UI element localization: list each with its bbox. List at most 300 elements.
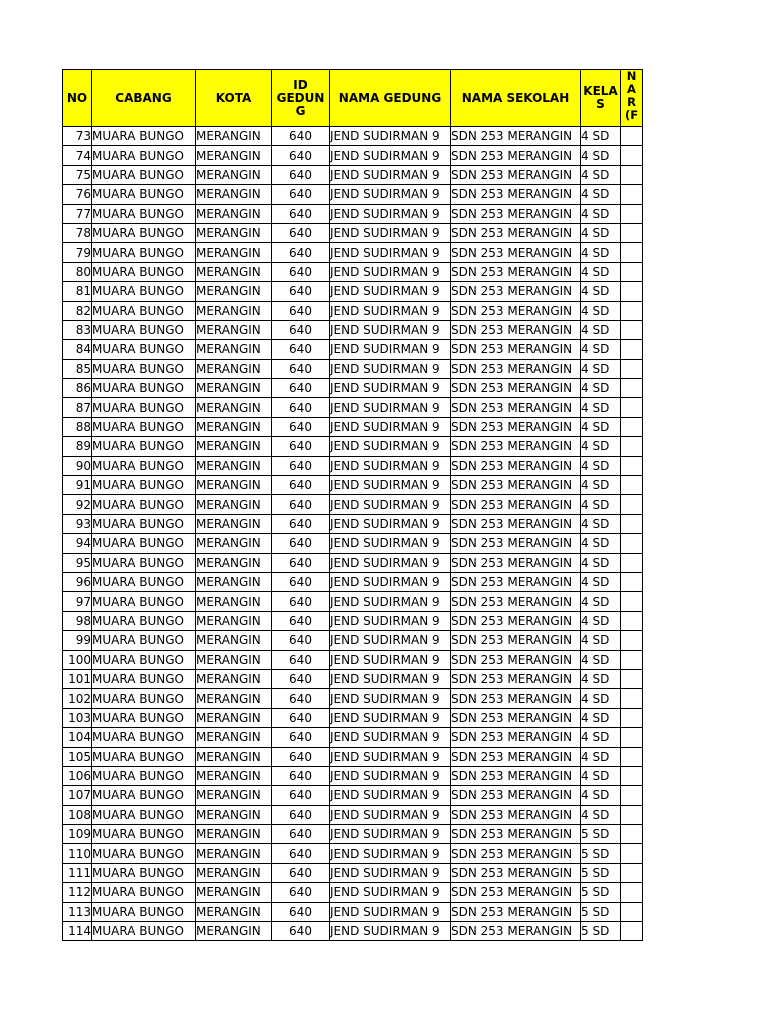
cell-kota[interactable]: MERANGIN bbox=[196, 456, 272, 475]
cell-no[interactable]: 107 bbox=[63, 786, 92, 805]
cell-id-gedung[interactable]: 640 bbox=[272, 243, 330, 262]
cell-id-gedung[interactable]: 640 bbox=[272, 417, 330, 436]
cell-nar[interactable] bbox=[621, 359, 643, 378]
cell-nama-gedung[interactable]: JEND SUDIRMAN 9 bbox=[330, 379, 451, 398]
cell-nama-sekolah[interactable]: SDN 253 MERANGIN bbox=[451, 262, 581, 281]
cell-nar[interactable] bbox=[621, 728, 643, 747]
cell-nar[interactable] bbox=[621, 534, 643, 553]
cell-nar[interactable] bbox=[621, 127, 643, 146]
cell-nama-sekolah[interactable]: SDN 253 MERANGIN bbox=[451, 708, 581, 727]
cell-nama-sekolah[interactable]: SDN 253 MERANGIN bbox=[451, 476, 581, 495]
cell-no[interactable]: 102 bbox=[63, 689, 92, 708]
cell-nar[interactable] bbox=[621, 165, 643, 184]
cell-nar[interactable] bbox=[621, 553, 643, 572]
cell-kota[interactable]: MERANGIN bbox=[196, 243, 272, 262]
cell-nama-gedung[interactable]: JEND SUDIRMAN 9 bbox=[330, 262, 451, 281]
cell-kelas[interactable]: 4 SD bbox=[581, 165, 621, 184]
header-no[interactable]: NO bbox=[63, 70, 92, 127]
cell-cabang[interactable]: MUARA BUNGO bbox=[92, 359, 196, 378]
cell-id-gedung[interactable]: 640 bbox=[272, 611, 330, 630]
cell-id-gedung[interactable]: 640 bbox=[272, 805, 330, 824]
cell-id-gedung[interactable]: 640 bbox=[272, 204, 330, 223]
cell-id-gedung[interactable]: 640 bbox=[272, 669, 330, 688]
cell-nama-sekolah[interactable]: SDN 253 MERANGIN bbox=[451, 185, 581, 204]
cell-nama-gedung[interactable]: JEND SUDIRMAN 9 bbox=[330, 902, 451, 921]
cell-kelas[interactable]: 4 SD bbox=[581, 185, 621, 204]
cell-nama-sekolah[interactable]: SDN 253 MERANGIN bbox=[451, 805, 581, 824]
cell-nar[interactable] bbox=[621, 863, 643, 882]
cell-kelas[interactable]: 5 SD bbox=[581, 902, 621, 921]
cell-nama-gedung[interactable]: JEND SUDIRMAN 9 bbox=[330, 883, 451, 902]
cell-id-gedung[interactable]: 640 bbox=[272, 340, 330, 359]
cell-id-gedung[interactable]: 640 bbox=[272, 165, 330, 184]
cell-nama-sekolah[interactable]: SDN 253 MERANGIN bbox=[451, 786, 581, 805]
cell-nar[interactable] bbox=[621, 902, 643, 921]
cell-cabang[interactable]: MUARA BUNGO bbox=[92, 689, 196, 708]
cell-nama-gedung[interactable]: JEND SUDIRMAN 9 bbox=[330, 766, 451, 785]
cell-kota[interactable]: MERANGIN bbox=[196, 553, 272, 572]
cell-nama-sekolah[interactable]: SDN 253 MERANGIN bbox=[451, 456, 581, 475]
cell-cabang[interactable]: MUARA BUNGO bbox=[92, 185, 196, 204]
cell-nama-gedung[interactable]: JEND SUDIRMAN 9 bbox=[330, 495, 451, 514]
cell-kelas[interactable]: 4 SD bbox=[581, 728, 621, 747]
cell-kota[interactable]: MERANGIN bbox=[196, 204, 272, 223]
cell-nama-gedung[interactable]: JEND SUDIRMAN 9 bbox=[330, 844, 451, 863]
cell-no[interactable]: 84 bbox=[63, 340, 92, 359]
cell-kelas[interactable]: 5 SD bbox=[581, 844, 621, 863]
cell-kelas[interactable]: 4 SD bbox=[581, 379, 621, 398]
cell-id-gedung[interactable]: 640 bbox=[272, 902, 330, 921]
cell-nama-gedung[interactable]: JEND SUDIRMAN 9 bbox=[330, 437, 451, 456]
cell-nama-sekolah[interactable]: SDN 253 MERANGIN bbox=[451, 572, 581, 591]
cell-cabang[interactable]: MUARA BUNGO bbox=[92, 631, 196, 650]
cell-kota[interactable]: MERANGIN bbox=[196, 262, 272, 281]
cell-cabang[interactable]: MUARA BUNGO bbox=[92, 262, 196, 281]
cell-cabang[interactable]: MUARA BUNGO bbox=[92, 495, 196, 514]
cell-nama-sekolah[interactable]: SDN 253 MERANGIN bbox=[451, 398, 581, 417]
cell-kota[interactable]: MERANGIN bbox=[196, 689, 272, 708]
cell-kelas[interactable]: 4 SD bbox=[581, 320, 621, 339]
cell-nama-gedung[interactable]: JEND SUDIRMAN 9 bbox=[330, 417, 451, 436]
cell-kelas[interactable]: 4 SD bbox=[581, 495, 621, 514]
cell-id-gedung[interactable]: 640 bbox=[272, 223, 330, 242]
cell-nama-sekolah[interactable]: SDN 253 MERANGIN bbox=[451, 631, 581, 650]
cell-nama-sekolah[interactable]: SDN 253 MERANGIN bbox=[451, 592, 581, 611]
cell-id-gedung[interactable]: 640 bbox=[272, 650, 330, 669]
cell-cabang[interactable]: MUARA BUNGO bbox=[92, 669, 196, 688]
cell-nar[interactable] bbox=[621, 669, 643, 688]
cell-kota[interactable]: MERANGIN bbox=[196, 747, 272, 766]
cell-cabang[interactable]: MUARA BUNGO bbox=[92, 320, 196, 339]
cell-cabang[interactable]: MUARA BUNGO bbox=[92, 146, 196, 165]
cell-id-gedung[interactable]: 640 bbox=[272, 689, 330, 708]
cell-cabang[interactable]: MUARA BUNGO bbox=[92, 902, 196, 921]
cell-nar[interactable] bbox=[621, 243, 643, 262]
cell-no[interactable]: 81 bbox=[63, 282, 92, 301]
cell-nama-gedung[interactable]: JEND SUDIRMAN 9 bbox=[330, 631, 451, 650]
cell-nama-sekolah[interactable]: SDN 253 MERANGIN bbox=[451, 553, 581, 572]
cell-kelas[interactable]: 5 SD bbox=[581, 922, 621, 941]
cell-kota[interactable]: MERANGIN bbox=[196, 825, 272, 844]
cell-kota[interactable]: MERANGIN bbox=[196, 650, 272, 669]
cell-id-gedung[interactable]: 640 bbox=[272, 631, 330, 650]
cell-nar[interactable] bbox=[621, 747, 643, 766]
cell-kota[interactable]: MERANGIN bbox=[196, 379, 272, 398]
cell-kelas[interactable]: 4 SD bbox=[581, 766, 621, 785]
cell-kelas[interactable]: 4 SD bbox=[581, 669, 621, 688]
cell-no[interactable]: 79 bbox=[63, 243, 92, 262]
cell-kelas[interactable]: 4 SD bbox=[581, 417, 621, 436]
cell-nar[interactable] bbox=[621, 514, 643, 533]
header-cabang[interactable]: CABANG bbox=[92, 70, 196, 127]
cell-nama-sekolah[interactable]: SDN 253 MERANGIN bbox=[451, 417, 581, 436]
cell-nama-gedung[interactable]: JEND SUDIRMAN 9 bbox=[330, 592, 451, 611]
cell-nama-gedung[interactable]: JEND SUDIRMAN 9 bbox=[330, 340, 451, 359]
cell-no[interactable]: 85 bbox=[63, 359, 92, 378]
cell-nama-gedung[interactable]: JEND SUDIRMAN 9 bbox=[330, 534, 451, 553]
cell-kelas[interactable]: 4 SD bbox=[581, 456, 621, 475]
cell-nar[interactable] bbox=[621, 223, 643, 242]
cell-nar[interactable] bbox=[621, 456, 643, 475]
cell-kelas[interactable]: 4 SD bbox=[581, 359, 621, 378]
cell-no[interactable]: 75 bbox=[63, 165, 92, 184]
cell-nama-gedung[interactable]: JEND SUDIRMAN 9 bbox=[330, 747, 451, 766]
cell-kota[interactable]: MERANGIN bbox=[196, 883, 272, 902]
cell-no[interactable]: 100 bbox=[63, 650, 92, 669]
cell-id-gedung[interactable]: 640 bbox=[272, 476, 330, 495]
cell-id-gedung[interactable]: 640 bbox=[272, 747, 330, 766]
cell-nama-gedung[interactable]: JEND SUDIRMAN 9 bbox=[330, 301, 451, 320]
cell-kelas[interactable]: 4 SD bbox=[581, 514, 621, 533]
cell-id-gedung[interactable]: 640 bbox=[272, 786, 330, 805]
cell-kota[interactable]: MERANGIN bbox=[196, 592, 272, 611]
cell-kota[interactable]: MERANGIN bbox=[196, 282, 272, 301]
cell-nama-gedung[interactable]: JEND SUDIRMAN 9 bbox=[330, 185, 451, 204]
cell-cabang[interactable]: MUARA BUNGO bbox=[92, 301, 196, 320]
cell-cabang[interactable]: MUARA BUNGO bbox=[92, 592, 196, 611]
cell-kota[interactable]: MERANGIN bbox=[196, 437, 272, 456]
cell-no[interactable]: 93 bbox=[63, 514, 92, 533]
cell-cabang[interactable]: MUARA BUNGO bbox=[92, 766, 196, 785]
cell-nama-sekolah[interactable]: SDN 253 MERANGIN bbox=[451, 340, 581, 359]
cell-kota[interactable]: MERANGIN bbox=[196, 301, 272, 320]
cell-kelas[interactable]: 4 SD bbox=[581, 262, 621, 281]
cell-nama-gedung[interactable]: JEND SUDIRMAN 9 bbox=[330, 476, 451, 495]
cell-no[interactable]: 105 bbox=[63, 747, 92, 766]
cell-nama-gedung[interactable]: JEND SUDIRMAN 9 bbox=[330, 456, 451, 475]
cell-id-gedung[interactable]: 640 bbox=[272, 301, 330, 320]
cell-no[interactable]: 104 bbox=[63, 728, 92, 747]
cell-nar[interactable] bbox=[621, 301, 643, 320]
cell-cabang[interactable]: MUARA BUNGO bbox=[92, 728, 196, 747]
cell-no[interactable]: 98 bbox=[63, 611, 92, 630]
cell-no[interactable]: 114 bbox=[63, 922, 92, 941]
header-nama-sekolah[interactable]: NAMA SEKOLAH bbox=[451, 70, 581, 127]
cell-kota[interactable]: MERANGIN bbox=[196, 844, 272, 863]
cell-nama-sekolah[interactable]: SDN 253 MERANGIN bbox=[451, 301, 581, 320]
cell-cabang[interactable]: MUARA BUNGO bbox=[92, 611, 196, 630]
cell-no[interactable]: 96 bbox=[63, 572, 92, 591]
cell-id-gedung[interactable]: 640 bbox=[272, 766, 330, 785]
cell-no[interactable]: 78 bbox=[63, 223, 92, 242]
cell-id-gedung[interactable]: 640 bbox=[272, 844, 330, 863]
cell-no[interactable]: 90 bbox=[63, 456, 92, 475]
cell-nama-gedung[interactable]: JEND SUDIRMAN 9 bbox=[330, 165, 451, 184]
cell-nar[interactable] bbox=[621, 883, 643, 902]
cell-kota[interactable]: MERANGIN bbox=[196, 534, 272, 553]
cell-nar[interactable] bbox=[621, 262, 643, 281]
cell-kelas[interactable]: 4 SD bbox=[581, 127, 621, 146]
cell-no[interactable]: 80 bbox=[63, 262, 92, 281]
cell-nama-sekolah[interactable]: SDN 253 MERANGIN bbox=[451, 863, 581, 882]
cell-no[interactable]: 91 bbox=[63, 476, 92, 495]
cell-id-gedung[interactable]: 640 bbox=[272, 922, 330, 941]
cell-nama-sekolah[interactable]: SDN 253 MERANGIN bbox=[451, 611, 581, 630]
cell-id-gedung[interactable]: 640 bbox=[272, 534, 330, 553]
cell-no[interactable]: 113 bbox=[63, 902, 92, 921]
cell-nar[interactable] bbox=[621, 689, 643, 708]
cell-no[interactable]: 97 bbox=[63, 592, 92, 611]
cell-no[interactable]: 110 bbox=[63, 844, 92, 863]
cell-kelas[interactable]: 4 SD bbox=[581, 282, 621, 301]
cell-cabang[interactable]: MUARA BUNGO bbox=[92, 204, 196, 223]
cell-nar[interactable] bbox=[621, 185, 643, 204]
cell-kelas[interactable]: 4 SD bbox=[581, 689, 621, 708]
cell-kelas[interactable]: 4 SD bbox=[581, 747, 621, 766]
cell-kelas[interactable]: 4 SD bbox=[581, 786, 621, 805]
cell-nar[interactable] bbox=[621, 825, 643, 844]
cell-no[interactable]: 76 bbox=[63, 185, 92, 204]
cell-nama-gedung[interactable]: JEND SUDIRMAN 9 bbox=[330, 863, 451, 882]
cell-kota[interactable]: MERANGIN bbox=[196, 902, 272, 921]
cell-cabang[interactable]: MUARA BUNGO bbox=[92, 379, 196, 398]
cell-nama-sekolah[interactable]: SDN 253 MERANGIN bbox=[451, 282, 581, 301]
cell-nar[interactable] bbox=[621, 786, 643, 805]
cell-no[interactable]: 112 bbox=[63, 883, 92, 902]
cell-kota[interactable]: MERANGIN bbox=[196, 631, 272, 650]
cell-kota[interactable]: MERANGIN bbox=[196, 708, 272, 727]
cell-nama-sekolah[interactable]: SDN 253 MERANGIN bbox=[451, 320, 581, 339]
cell-nama-gedung[interactable]: JEND SUDIRMAN 9 bbox=[330, 922, 451, 941]
cell-nama-gedung[interactable]: JEND SUDIRMAN 9 bbox=[330, 204, 451, 223]
cell-id-gedung[interactable]: 640 bbox=[272, 728, 330, 747]
cell-nama-sekolah[interactable]: SDN 253 MERANGIN bbox=[451, 669, 581, 688]
cell-kelas[interactable]: 4 SD bbox=[581, 204, 621, 223]
cell-id-gedung[interactable]: 640 bbox=[272, 127, 330, 146]
cell-kota[interactable]: MERANGIN bbox=[196, 728, 272, 747]
cell-kota[interactable]: MERANGIN bbox=[196, 766, 272, 785]
cell-id-gedung[interactable]: 640 bbox=[272, 825, 330, 844]
cell-id-gedung[interactable]: 640 bbox=[272, 456, 330, 475]
cell-nama-sekolah[interactable]: SDN 253 MERANGIN bbox=[451, 514, 581, 533]
cell-cabang[interactable]: MUARA BUNGO bbox=[92, 282, 196, 301]
cell-kelas[interactable]: 4 SD bbox=[581, 146, 621, 165]
cell-no[interactable]: 89 bbox=[63, 437, 92, 456]
cell-id-gedung[interactable]: 640 bbox=[272, 495, 330, 514]
cell-nama-gedung[interactable]: JEND SUDIRMAN 9 bbox=[330, 708, 451, 727]
cell-no[interactable]: 109 bbox=[63, 825, 92, 844]
cell-kelas[interactable]: 4 SD bbox=[581, 243, 621, 262]
cell-nama-sekolah[interactable]: SDN 253 MERANGIN bbox=[451, 766, 581, 785]
cell-kelas[interactable]: 4 SD bbox=[581, 708, 621, 727]
cell-kota[interactable]: MERANGIN bbox=[196, 146, 272, 165]
cell-cabang[interactable]: MUARA BUNGO bbox=[92, 398, 196, 417]
cell-no[interactable]: 108 bbox=[63, 805, 92, 824]
cell-kota[interactable]: MERANGIN bbox=[196, 922, 272, 941]
cell-nar[interactable] bbox=[621, 340, 643, 359]
cell-kelas[interactable]: 4 SD bbox=[581, 301, 621, 320]
cell-kelas[interactable]: 4 SD bbox=[581, 592, 621, 611]
cell-cabang[interactable]: MUARA BUNGO bbox=[92, 165, 196, 184]
cell-nar[interactable] bbox=[621, 708, 643, 727]
cell-kota[interactable]: MERANGIN bbox=[196, 863, 272, 882]
cell-nama-gedung[interactable]: JEND SUDIRMAN 9 bbox=[330, 728, 451, 747]
cell-nama-sekolah[interactable]: SDN 253 MERANGIN bbox=[451, 922, 581, 941]
cell-kota[interactable]: MERANGIN bbox=[196, 223, 272, 242]
cell-kota[interactable]: MERANGIN bbox=[196, 320, 272, 339]
cell-cabang[interactable]: MUARA BUNGO bbox=[92, 650, 196, 669]
cell-nama-gedung[interactable]: JEND SUDIRMAN 9 bbox=[330, 146, 451, 165]
cell-nar[interactable] bbox=[621, 476, 643, 495]
cell-nar[interactable] bbox=[621, 611, 643, 630]
cell-nama-sekolah[interactable]: SDN 253 MERANGIN bbox=[451, 495, 581, 514]
cell-no[interactable]: 87 bbox=[63, 398, 92, 417]
cell-nar[interactable] bbox=[621, 766, 643, 785]
cell-kelas[interactable]: 4 SD bbox=[581, 631, 621, 650]
cell-no[interactable]: 103 bbox=[63, 708, 92, 727]
cell-nar[interactable] bbox=[621, 805, 643, 824]
cell-kelas[interactable]: 5 SD bbox=[581, 883, 621, 902]
cell-no[interactable]: 94 bbox=[63, 534, 92, 553]
cell-kelas[interactable]: 5 SD bbox=[581, 863, 621, 882]
cell-nar[interactable] bbox=[621, 650, 643, 669]
cell-id-gedung[interactable]: 640 bbox=[272, 883, 330, 902]
cell-cabang[interactable]: MUARA BUNGO bbox=[92, 572, 196, 591]
cell-kota[interactable]: MERANGIN bbox=[196, 476, 272, 495]
cell-cabang[interactable]: MUARA BUNGO bbox=[92, 786, 196, 805]
cell-kota[interactable]: MERANGIN bbox=[196, 572, 272, 591]
cell-id-gedung[interactable]: 640 bbox=[272, 863, 330, 882]
cell-kota[interactable]: MERANGIN bbox=[196, 611, 272, 630]
cell-nama-sekolah[interactable]: SDN 253 MERANGIN bbox=[451, 689, 581, 708]
cell-no[interactable]: 86 bbox=[63, 379, 92, 398]
cell-nama-sekolah[interactable]: SDN 253 MERANGIN bbox=[451, 747, 581, 766]
cell-id-gedung[interactable]: 640 bbox=[272, 359, 330, 378]
cell-kelas[interactable]: 4 SD bbox=[581, 398, 621, 417]
cell-nama-sekolah[interactable]: SDN 253 MERANGIN bbox=[451, 223, 581, 242]
cell-kelas[interactable]: 4 SD bbox=[581, 553, 621, 572]
cell-nama-gedung[interactable]: JEND SUDIRMAN 9 bbox=[330, 223, 451, 242]
cell-nama-sekolah[interactable]: SDN 253 MERANGIN bbox=[451, 204, 581, 223]
cell-kelas[interactable]: 4 SD bbox=[581, 805, 621, 824]
cell-nama-gedung[interactable]: JEND SUDIRMAN 9 bbox=[330, 514, 451, 533]
cell-kota[interactable]: MERANGIN bbox=[196, 398, 272, 417]
cell-cabang[interactable]: MUARA BUNGO bbox=[92, 708, 196, 727]
cell-id-gedung[interactable]: 640 bbox=[272, 282, 330, 301]
cell-nama-gedung[interactable]: JEND SUDIRMAN 9 bbox=[330, 398, 451, 417]
cell-kota[interactable]: MERANGIN bbox=[196, 340, 272, 359]
cell-nar[interactable] bbox=[621, 922, 643, 941]
cell-id-gedung[interactable]: 640 bbox=[272, 514, 330, 533]
cell-kota[interactable]: MERANGIN bbox=[196, 805, 272, 824]
cell-no[interactable]: 83 bbox=[63, 320, 92, 339]
cell-nama-sekolah[interactable]: SDN 253 MERANGIN bbox=[451, 165, 581, 184]
header-id-gedung[interactable]: ID GEDUN G bbox=[272, 70, 330, 127]
cell-kota[interactable]: MERANGIN bbox=[196, 359, 272, 378]
cell-kota[interactable]: MERANGIN bbox=[196, 514, 272, 533]
cell-no[interactable]: 82 bbox=[63, 301, 92, 320]
cell-id-gedung[interactable]: 640 bbox=[272, 437, 330, 456]
cell-cabang[interactable]: MUARA BUNGO bbox=[92, 340, 196, 359]
cell-cabang[interactable]: MUARA BUNGO bbox=[92, 747, 196, 766]
cell-nar[interactable] bbox=[621, 844, 643, 863]
cell-kota[interactable]: MERANGIN bbox=[196, 185, 272, 204]
cell-nar[interactable] bbox=[621, 631, 643, 650]
cell-id-gedung[interactable]: 640 bbox=[272, 146, 330, 165]
cell-kelas[interactable]: 4 SD bbox=[581, 650, 621, 669]
cell-kelas[interactable]: 4 SD bbox=[581, 437, 621, 456]
cell-cabang[interactable]: MUARA BUNGO bbox=[92, 825, 196, 844]
cell-nama-gedung[interactable]: JEND SUDIRMAN 9 bbox=[330, 611, 451, 630]
cell-kota[interactable]: MERANGIN bbox=[196, 417, 272, 436]
cell-nama-sekolah[interactable]: SDN 253 MERANGIN bbox=[451, 883, 581, 902]
cell-cabang[interactable]: MUARA BUNGO bbox=[92, 437, 196, 456]
cell-nama-sekolah[interactable]: SDN 253 MERANGIN bbox=[451, 437, 581, 456]
cell-id-gedung[interactable]: 640 bbox=[272, 708, 330, 727]
cell-cabang[interactable]: MUARA BUNGO bbox=[92, 243, 196, 262]
cell-cabang[interactable]: MUARA BUNGO bbox=[92, 417, 196, 436]
cell-no[interactable]: 88 bbox=[63, 417, 92, 436]
cell-nar[interactable] bbox=[621, 417, 643, 436]
header-nama-gedung[interactable]: NAMA GEDUNG bbox=[330, 70, 451, 127]
cell-no[interactable]: 74 bbox=[63, 146, 92, 165]
cell-nama-sekolah[interactable]: SDN 253 MERANGIN bbox=[451, 534, 581, 553]
cell-id-gedung[interactable]: 640 bbox=[272, 320, 330, 339]
cell-cabang[interactable]: MUARA BUNGO bbox=[92, 805, 196, 824]
cell-cabang[interactable]: MUARA BUNGO bbox=[92, 456, 196, 475]
cell-nar[interactable] bbox=[621, 379, 643, 398]
cell-no[interactable]: 101 bbox=[63, 669, 92, 688]
cell-cabang[interactable]: MUARA BUNGO bbox=[92, 883, 196, 902]
cell-nar[interactable] bbox=[621, 398, 643, 417]
cell-no[interactable]: 92 bbox=[63, 495, 92, 514]
cell-nar[interactable] bbox=[621, 320, 643, 339]
cell-cabang[interactable]: MUARA BUNGO bbox=[92, 476, 196, 495]
cell-kota[interactable]: MERANGIN bbox=[196, 786, 272, 805]
cell-nama-gedung[interactable]: JEND SUDIRMAN 9 bbox=[330, 825, 451, 844]
cell-nama-gedung[interactable]: JEND SUDIRMAN 9 bbox=[330, 669, 451, 688]
cell-nama-sekolah[interactable]: SDN 253 MERANGIN bbox=[451, 825, 581, 844]
cell-id-gedung[interactable]: 640 bbox=[272, 379, 330, 398]
cell-kelas[interactable]: 4 SD bbox=[581, 611, 621, 630]
cell-nama-gedung[interactable]: JEND SUDIRMAN 9 bbox=[330, 243, 451, 262]
cell-id-gedung[interactable]: 640 bbox=[272, 185, 330, 204]
cell-nama-gedung[interactable]: JEND SUDIRMAN 9 bbox=[330, 572, 451, 591]
cell-nama-sekolah[interactable]: SDN 253 MERANGIN bbox=[451, 146, 581, 165]
cell-nama-sekolah[interactable]: SDN 253 MERANGIN bbox=[451, 359, 581, 378]
cell-no[interactable]: 111 bbox=[63, 863, 92, 882]
header-kota[interactable]: KOTA bbox=[196, 70, 272, 127]
cell-cabang[interactable]: MUARA BUNGO bbox=[92, 534, 196, 553]
cell-kota[interactable]: MERANGIN bbox=[196, 669, 272, 688]
cell-nama-sekolah[interactable]: SDN 253 MERANGIN bbox=[451, 379, 581, 398]
cell-nama-gedung[interactable]: JEND SUDIRMAN 9 bbox=[330, 127, 451, 146]
cell-kelas[interactable]: 4 SD bbox=[581, 534, 621, 553]
cell-nama-sekolah[interactable]: SDN 253 MERANGIN bbox=[451, 844, 581, 863]
cell-kelas[interactable]: 4 SD bbox=[581, 572, 621, 591]
cell-nar[interactable] bbox=[621, 592, 643, 611]
cell-no[interactable]: 77 bbox=[63, 204, 92, 223]
